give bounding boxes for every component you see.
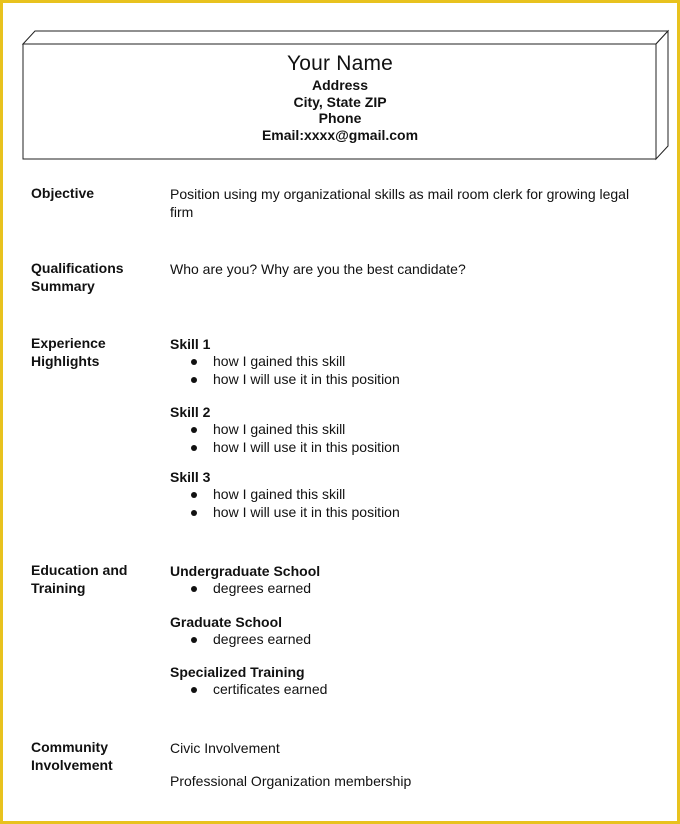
section-label-community bbox=[31, 739, 161, 774]
experience-content bbox=[170, 335, 650, 535]
bullet-text: how I gained this skill bbox=[213, 486, 346, 502]
bullet-icon bbox=[191, 492, 197, 498]
list-item bbox=[170, 580, 650, 598]
section-label-education bbox=[31, 562, 161, 597]
list-item bbox=[170, 631, 650, 649]
education-title: Specialized Training bbox=[170, 664, 305, 680]
experience-label-line2: Highlights bbox=[31, 352, 100, 369]
list-item bbox=[170, 439, 650, 457]
objective-label: Objective bbox=[31, 185, 95, 201]
skill-block bbox=[170, 403, 650, 456]
phone: Phone bbox=[318, 110, 362, 126]
bullet-text: how I will use it in this position bbox=[213, 370, 400, 387]
header-box-side bbox=[656, 31, 668, 159]
bullet-icon bbox=[191, 359, 197, 365]
bullet-icon bbox=[191, 637, 197, 643]
qualifications-label-line2: Summary bbox=[31, 277, 95, 294]
bullet-text: certificates earned bbox=[213, 681, 328, 697]
skill-block bbox=[170, 468, 650, 521]
bullet-icon bbox=[191, 377, 197, 383]
list-item bbox=[170, 486, 650, 504]
bullet-icon bbox=[191, 445, 197, 451]
education-block bbox=[170, 562, 650, 598]
header-box-top bbox=[23, 31, 668, 44]
header-contact bbox=[23, 46, 657, 143]
community-label-line2: Involvement bbox=[31, 756, 113, 773]
list-item bbox=[170, 353, 650, 371]
bullet-text: degrees earned bbox=[213, 580, 312, 596]
list-item bbox=[170, 681, 650, 699]
bullet-text: degrees earned bbox=[213, 630, 312, 647]
city-state-zip: City, State ZIP bbox=[293, 93, 387, 110]
bullet-text: how I gained this skill bbox=[213, 421, 346, 437]
education-title: Undergraduate School bbox=[170, 563, 321, 579]
section-label-objective bbox=[31, 185, 161, 203]
skill-title: Skill 1 bbox=[170, 336, 211, 352]
education-label-line1: Education and bbox=[31, 562, 128, 578]
community-line1: Civic Involvement bbox=[170, 740, 280, 756]
bullet-text: how I gained this skill bbox=[213, 353, 346, 369]
community-label-line1: Community bbox=[31, 739, 108, 755]
qualifications-label-line1: Qualifications bbox=[31, 260, 124, 276]
qualifications-text: Who are you? Why are you the best candidate? bbox=[170, 261, 466, 277]
skill-title: Skill 3 bbox=[170, 469, 211, 485]
bullet-icon bbox=[191, 687, 197, 693]
skill-block bbox=[170, 335, 650, 388]
section-label-experience bbox=[31, 335, 161, 370]
education-title: Graduate School bbox=[170, 613, 283, 630]
experience-label-line1: Experience bbox=[31, 335, 106, 351]
list-item bbox=[170, 504, 650, 522]
education-block bbox=[170, 663, 650, 699]
education-content bbox=[170, 562, 650, 713]
objective-text: Position using my organizational skills as mail room clerk for growing legal firm bbox=[170, 186, 630, 220]
education-block bbox=[170, 613, 650, 649]
list-item bbox=[170, 371, 650, 389]
bullet-icon bbox=[191, 427, 197, 433]
candidate-name: Your Name bbox=[286, 52, 394, 75]
list-item bbox=[170, 421, 650, 439]
bullet-icon bbox=[191, 510, 197, 516]
community-line2: Professional Organization membership bbox=[170, 773, 412, 789]
bullet-text: how I will use it in this position bbox=[213, 503, 400, 520]
email: Email:xxxx@gmail.com bbox=[261, 126, 419, 143]
bullet-text: how I will use it in this position bbox=[213, 438, 400, 455]
address: Address bbox=[311, 77, 369, 93]
bullet-icon bbox=[191, 586, 197, 592]
education-label-line2: Training bbox=[31, 579, 86, 596]
skill-title: Skill 2 bbox=[170, 404, 211, 420]
section-label-qualifications bbox=[31, 260, 161, 295]
